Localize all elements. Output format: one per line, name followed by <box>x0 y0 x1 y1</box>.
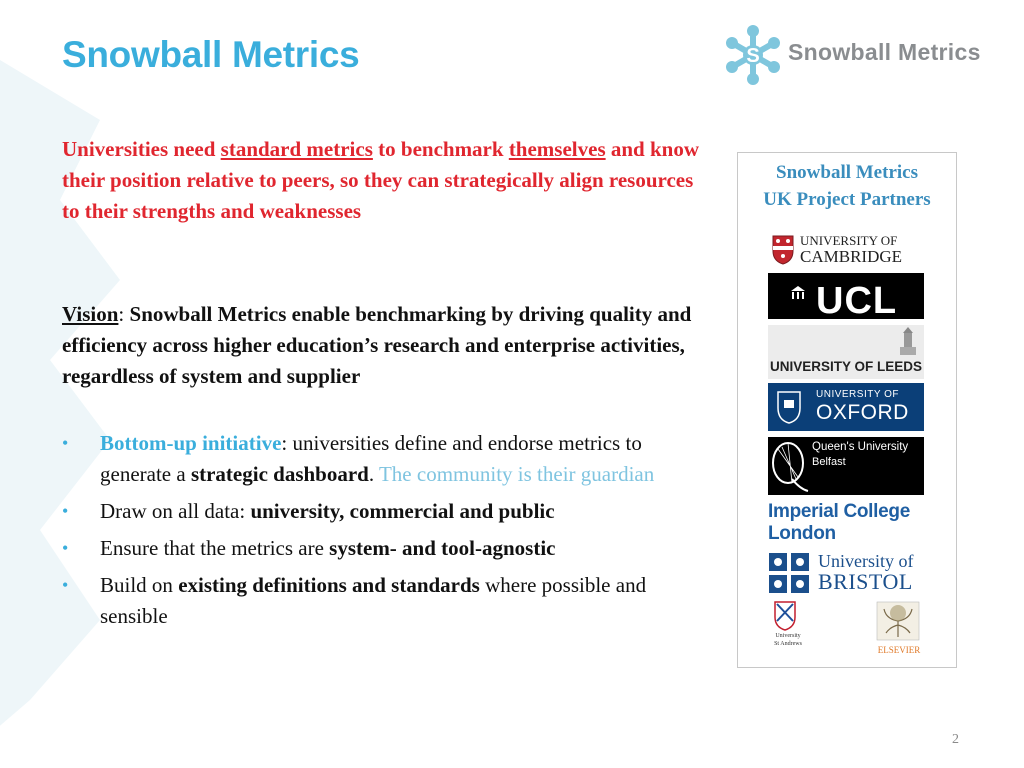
bullet3-text: Ensure that the metrics are <box>100 536 330 560</box>
bristol-line2: BRISTOL <box>818 569 913 594</box>
queens-line1: Queen's University <box>812 441 909 453</box>
elsevier-tree-icon <box>876 601 920 641</box>
intro-paragraph <box>62 134 702 227</box>
oxford-line1: UNIVERSITY OF <box>816 389 899 400</box>
vision-bullet-list <box>62 428 702 638</box>
elsevier-text: ELSEVIER <box>877 645 921 655</box>
bristol-crest-icon <box>768 552 810 594</box>
bullet-dot-icon: • <box>62 433 69 453</box>
bullet4-bold: existing definitions and standards <box>178 573 480 597</box>
imperial-college-logo <box>768 501 924 547</box>
leeds-tower-icon <box>898 327 918 357</box>
bullet4-text-end: where possible and sensible <box>100 573 647 628</box>
cambridge-line2: CAMBRIDGE <box>800 247 903 266</box>
queens-belfast-logo <box>768 437 924 495</box>
logo-text: Snowball Metrics <box>788 39 981 65</box>
partners-title-line2: UK Project Partners <box>763 189 931 210</box>
bristol-line1: University of <box>818 551 914 571</box>
snowball-metrics-logo <box>722 24 1012 88</box>
oxford-line2: OXFORD <box>816 401 909 424</box>
bullet-item-data <box>62 496 702 527</box>
intro-underline-standard-metrics: standard metrics <box>220 137 373 161</box>
bristol-logo <box>768 551 924 595</box>
vision-paragraph <box>62 299 702 392</box>
ucl-text: UCL <box>816 280 898 322</box>
bullet-dot-icon: • <box>62 501 69 521</box>
page-number: 2 <box>952 732 959 747</box>
vision-colon: : <box>118 302 130 326</box>
bullet3-bold: system- and tool-agnostic <box>329 536 556 560</box>
partners-title-line1: Snowball Metrics <box>776 162 918 183</box>
bullet-dot-icon: • <box>62 575 69 595</box>
bullet1-text: : universities define and endorse metrics to generate a <box>100 431 642 486</box>
bullet-dot-icon: • <box>62 538 69 558</box>
ucl-logo <box>768 273 924 322</box>
vision-label: Vision <box>62 302 119 326</box>
bullet1-guardian: The community is their guardian <box>378 462 655 486</box>
leeds-text: UNIVERSITY OF LEEDS <box>770 359 923 374</box>
bullet4-text: Build on <box>100 573 179 597</box>
queens-q-icon <box>770 439 810 493</box>
bullet-item-standards <box>62 570 702 632</box>
leeds-logo <box>768 325 924 379</box>
oxford-crest-icon <box>776 390 802 424</box>
oxford-logo <box>768 383 924 431</box>
ucl-portico-icon <box>790 285 806 301</box>
svg-text:S: S <box>746 45 760 67</box>
slide-title: Snowball Metrics <box>62 34 360 75</box>
st-andrews-logo <box>768 601 808 657</box>
bullet1-highlight: Bottom-up initiative <box>100 431 282 455</box>
st-andrews-crest-icon <box>774 601 796 631</box>
bullet-item-bottom-up <box>62 428 702 490</box>
bullet1-bold: strategic dashboard <box>190 462 369 486</box>
cambridge-logo <box>768 233 924 267</box>
st-andrews-line1: University <box>775 633 801 639</box>
intro-text-1: Universities need <box>62 137 221 161</box>
intro-text-2: to benchmark <box>372 137 509 161</box>
intro-underline-themselves: themselves <box>508 137 606 161</box>
bullet2-text: Draw on all data: <box>100 499 251 523</box>
partners-title <box>738 159 956 213</box>
intro-text-3: and know their position relative to peers, so they can strategically align resources to their strengths and weaknesses <box>62 137 700 223</box>
imperial-line1: Imperial College <box>768 501 910 522</box>
cambridge-crest-icon <box>772 235 794 265</box>
queens-line2: Belfast <box>812 456 846 468</box>
snowflake-icon <box>722 24 784 86</box>
bullet1-period: . <box>368 462 379 486</box>
elsevier-logo <box>874 601 924 657</box>
partners-panel <box>737 152 957 668</box>
imperial-line2: London <box>768 523 836 544</box>
cambridge-line1: UNIVERSITY OF <box>800 233 898 248</box>
bullet-item-agnostic <box>62 533 702 564</box>
st-andrews-line2: St Andrews <box>774 641 802 647</box>
bullet2-bold: university, commercial and public <box>250 499 555 523</box>
vision-text: Snowball Metrics enable benchmarking by driving quality and efficiency across higher education’s research and enterprise activities, regardless of system and supplier <box>62 302 692 388</box>
